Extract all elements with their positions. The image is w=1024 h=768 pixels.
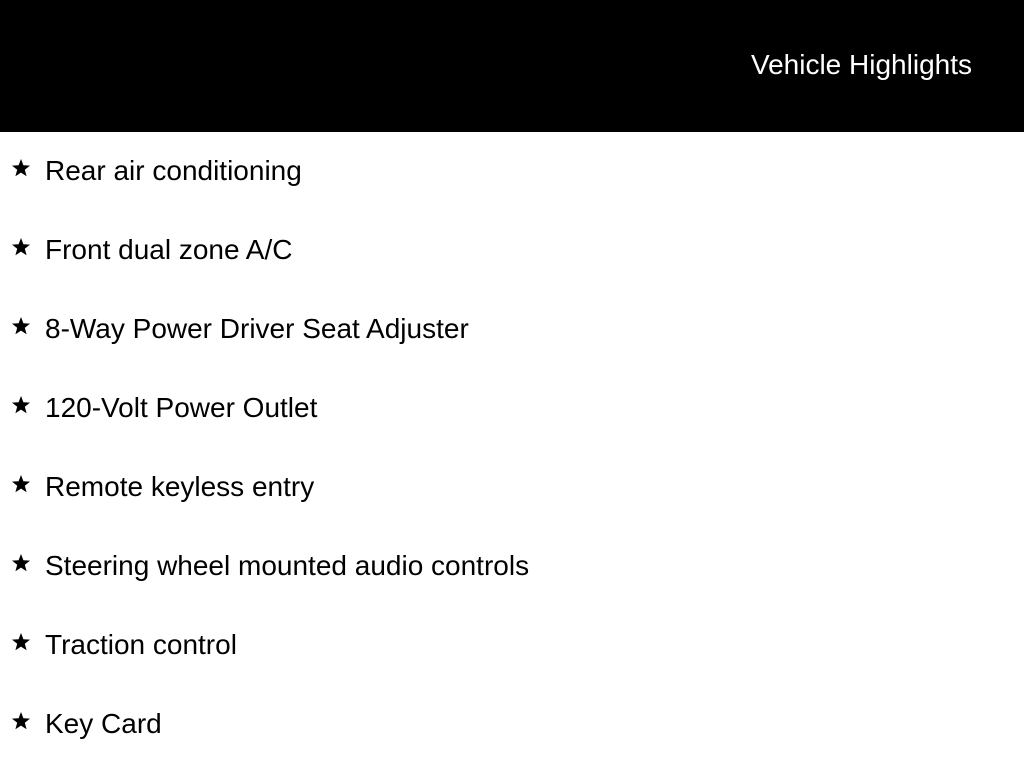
star-icon xyxy=(11,474,31,494)
list-item xyxy=(0,369,1024,448)
star-icon xyxy=(11,632,31,652)
highlight-label: Key Card xyxy=(45,708,162,739)
list-item xyxy=(0,132,1024,211)
star-icon xyxy=(11,553,31,573)
highlight-label: Traction control xyxy=(45,629,237,660)
star-icon xyxy=(11,237,31,257)
list-item xyxy=(0,290,1024,369)
highlight-label: 120-Volt Power Outlet xyxy=(45,392,318,423)
list-item xyxy=(0,685,1024,764)
header-bar xyxy=(0,0,1024,132)
highlight-label: Front dual zone A/C xyxy=(45,234,293,265)
list-item xyxy=(0,527,1024,606)
highlights-list xyxy=(0,132,1024,764)
highlight-label: Remote keyless entry xyxy=(45,471,315,502)
highlight-label: Steering wheel mounted audio controls xyxy=(45,550,530,581)
highlight-label: 8-Way Power Driver Seat Adjuster xyxy=(45,313,469,344)
list-item xyxy=(0,211,1024,290)
list-item xyxy=(0,448,1024,527)
star-icon xyxy=(11,711,31,731)
list-item xyxy=(0,606,1024,685)
highlight-label: Rear air conditioning xyxy=(45,155,302,186)
star-icon xyxy=(11,316,31,336)
star-icon xyxy=(11,395,31,415)
page-title: Vehicle Highlights xyxy=(750,49,972,80)
star-icon xyxy=(11,158,31,178)
